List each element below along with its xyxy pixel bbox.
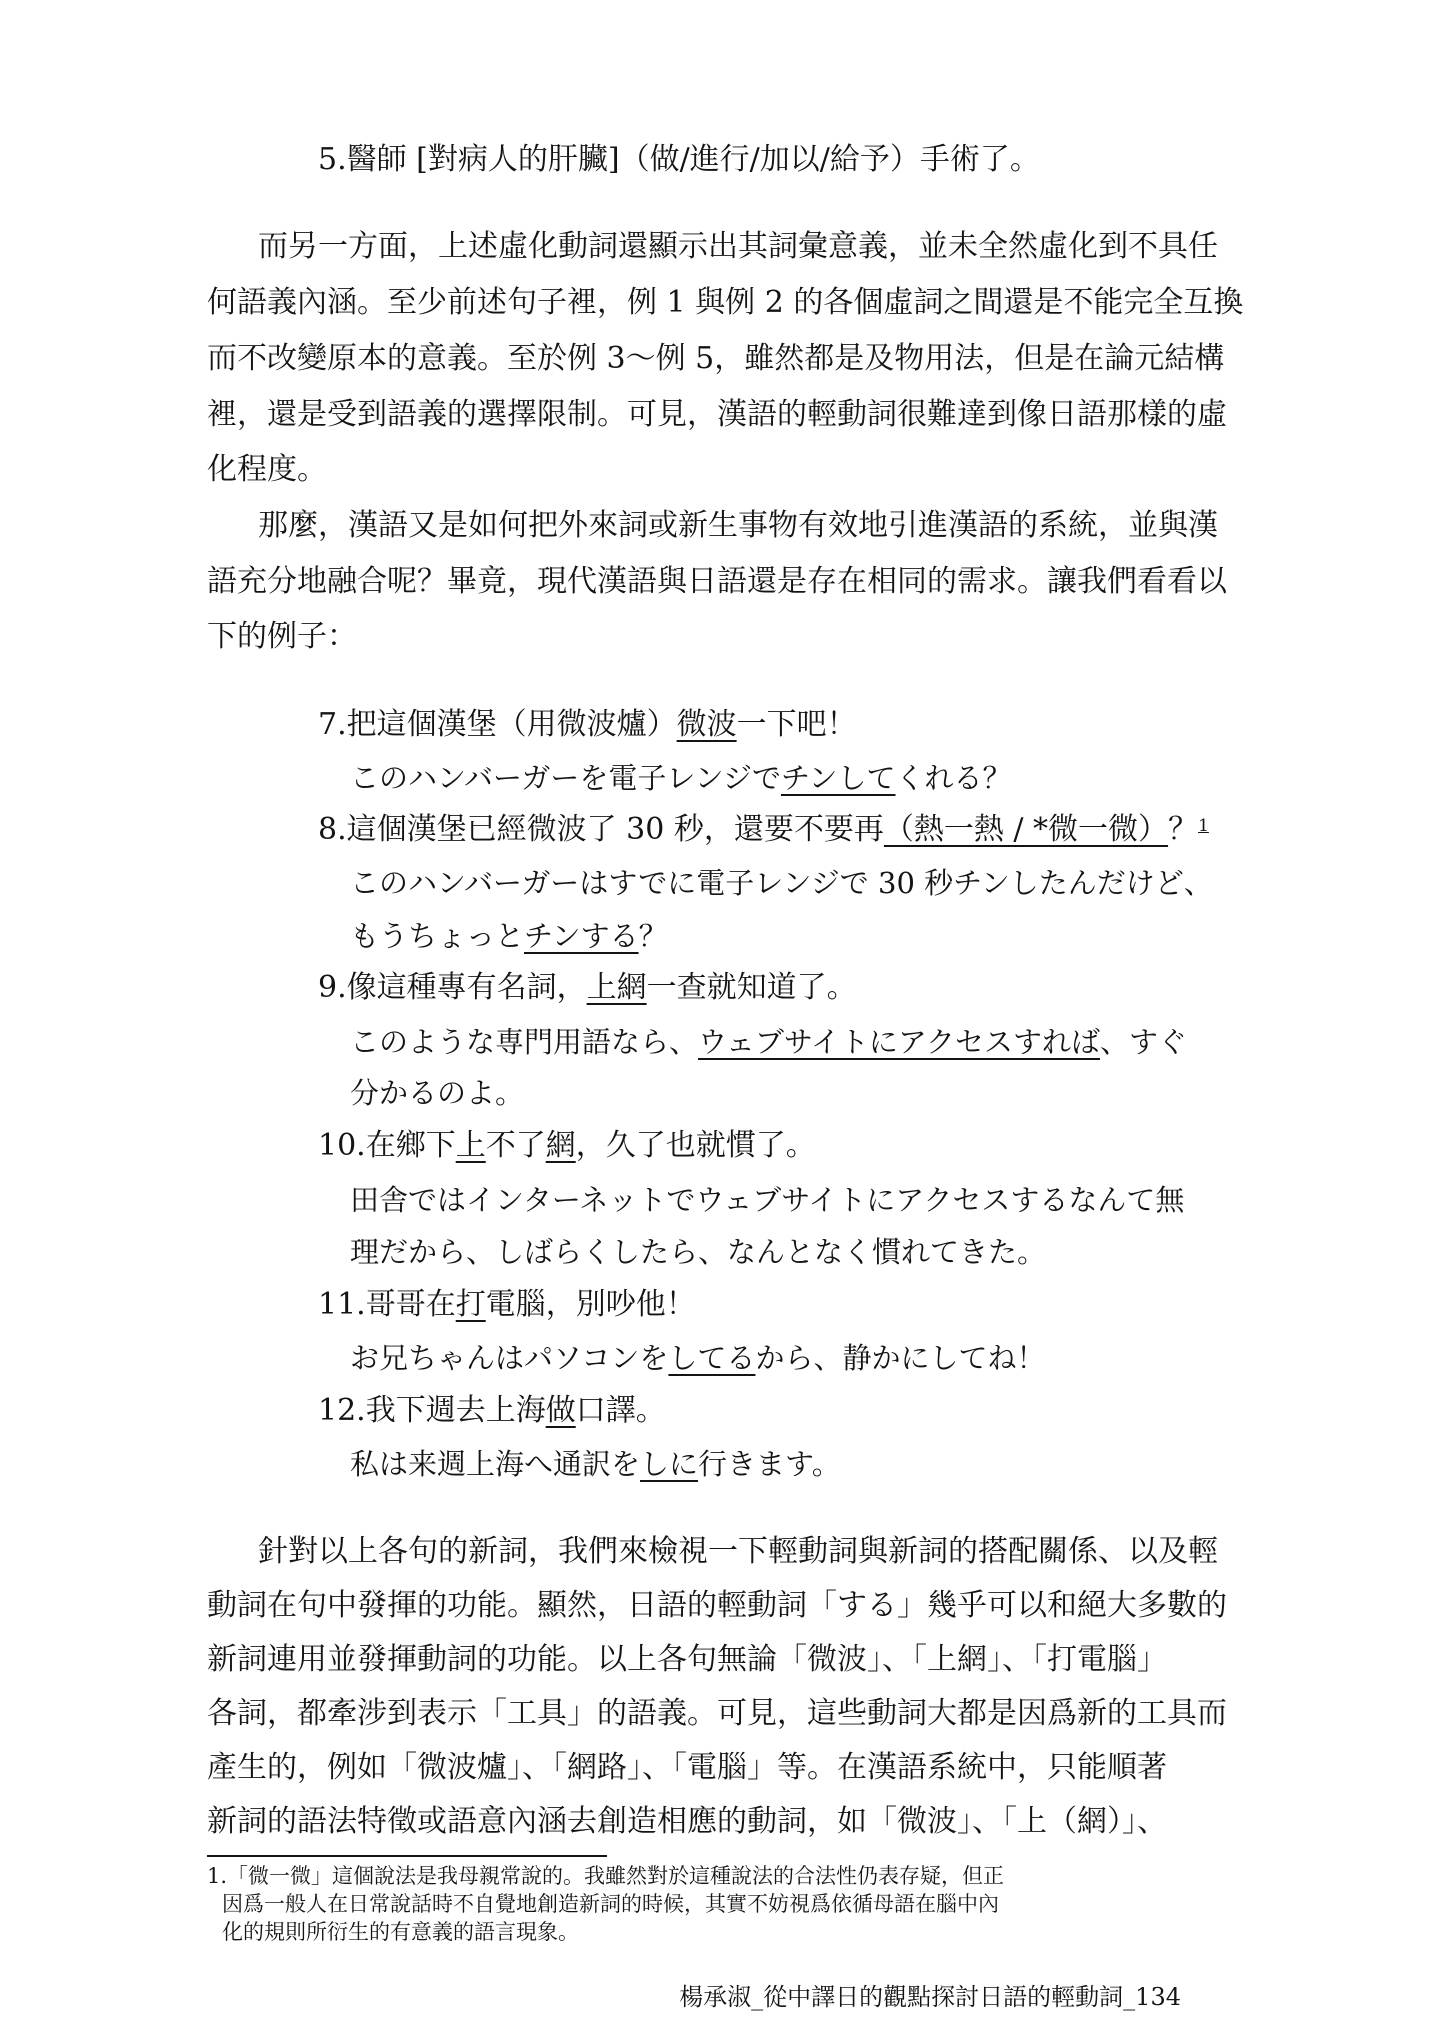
paragraph-line: 各詞，都牽涉到表示「工具」的語義。可見，這些動詞大都是因爲新的工具而: [207, 1696, 1227, 1731]
example-8-chinese: 8.這個漢堡已經微波了 30 秒，還要不要再（熱一熱 / *微一微）？$^1$: [318, 812, 1209, 847]
paragraph-line: 產生的，例如「微波爐」、「網路」、「電腦」等。在漢語系統中，只能順著: [207, 1750, 1167, 1785]
paragraph-line: 裡，還是受到語義的選擇限制。可見，漢語的輕動詞很難達到像日語那樣的虛: [207, 397, 1227, 432]
footnote-line: 1.「微一微」這個說法是我母親常說的。我雖然對於這種說法的合法性仍表存疑，但正: [207, 1864, 1005, 1888]
example-10-japanese-line-1: 田舎ではインターネットでウェブサイトにアクセスするなんて無: [350, 1183, 1185, 1217]
example-9-chinese: 9.像這種專有名詞，上網一查就知道了。: [318, 970, 857, 1005]
paragraph-line: 何語義內涵。至少前述句子裡，例 1 與例 2 的各個虛詞之間還是不能完全互換: [207, 285, 1244, 320]
paragraph-line: 針對以上各句的新詞，我們來檢視一下輕動詞與新詞的搭配關係、以及輕: [258, 1534, 1218, 1569]
example-7-japanese: このハンバーガーを電子レンジでチンしてくれる？: [350, 761, 1012, 795]
paragraph-line: 動詞在句中發揮的功能。顯然，日語的輕動詞「する」幾乎可以和絕大多數的: [207, 1588, 1227, 1623]
example-12-chinese: 12.我下週去上海做口譯。: [318, 1393, 666, 1428]
paragraph-line: 那麼，漢語又是如何把外來詞或新生事物有效地引進漢語的系統，並與漢: [258, 508, 1218, 543]
footnote-line: 化的規則所衍生的有意義的語言現象。: [222, 1920, 579, 1944]
paragraph-line: 新詞的語法特徵或語意內涵去創造相應的動詞，如「微波」、「上（網）」、: [207, 1804, 1167, 1839]
paragraph-line: 而另一方面，上述虛化動詞還顯示出其詞彙意義，並未全然虛化到不具任: [258, 229, 1218, 264]
example-8-japanese-line-2: もうちょっとチンする？: [350, 919, 668, 953]
example-9-japanese-line-1: このような専門用語なら、ウェブサイトにアクセスすれば、すぐ: [350, 1025, 1187, 1059]
paragraph-line: 化程度。: [207, 452, 327, 487]
footnote-divider: [207, 1855, 607, 1857]
example-10-japanese-line-2: 理だから、しばらくしたら、なんとなく慣れてきた。: [350, 1235, 1047, 1269]
example-12-japanese: 私は来週上海へ通訳をしに行きます。: [350, 1447, 841, 1481]
page-footer: 楊承淑_從中譯日的觀點探討日語的輕動詞_134: [679, 1983, 1181, 2011]
paragraph-line: 語充分地融合呢？畢竟，現代漢語與日語還是存在相同的需求。讓我們看看以: [207, 564, 1227, 599]
example-11-japanese: お兄ちゃんはパソコンをしてるから、静かにしてね！: [350, 1341, 1046, 1375]
paragraph-line: 下的例子：: [207, 619, 357, 654]
paragraph-line: 而不改變原本的意義。至於例 3～例 5，雖然都是及物用法，但是在論元結構: [207, 341, 1225, 376]
paragraph-line: 新詞連用並發揮動詞的功能。以上各句無論「微波」、「上網」、「打電腦」: [207, 1642, 1167, 1677]
example-10-chinese: 10.在鄉下上不了網，久了也就慣了。: [318, 1128, 816, 1163]
example-7-chinese: 7.把這個漢堡（用微波爐）微波一下吧！: [318, 707, 857, 742]
example-9-japanese-line-2: 分かるのよ。: [350, 1076, 525, 1110]
example-5: 5.醫師 [對病人的肝臟]（做/進行/加以/給予）手術了。: [318, 142, 1040, 177]
footnote-line: 因爲一般人在日常說話時不自覺地創造新詞的時候，其實不妨視爲依循母語在腦中內: [222, 1892, 999, 1916]
footnote-marker: 1: [1198, 816, 1209, 836]
example-8-japanese-line-1: このハンバーガーはすでに電子レンジで 30 秒チンしたんだけど、: [350, 866, 1213, 900]
example-11-chinese: 11.哥哥在打電腦，別吵他！: [318, 1287, 696, 1322]
